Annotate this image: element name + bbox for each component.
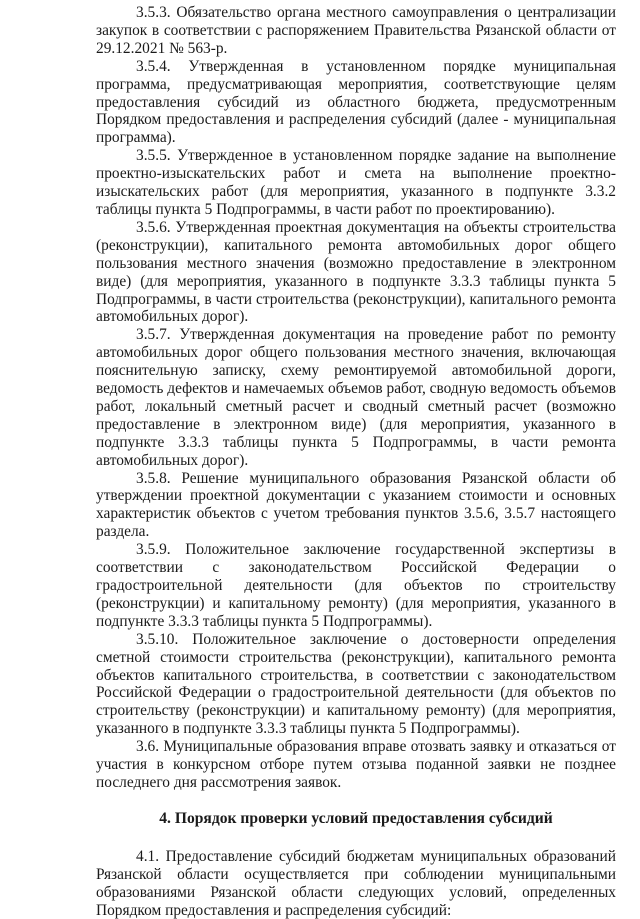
paragraph-3-5-6: 3.5.6. Утвержденная проектная документация на объекты строительства (реконструкции), капитального ремонта автомобильных дорог общего пользования местного значения (возможно предоставление в электронном виде) (для мероприятия, указанного в подпункте 3.3.3 таблицы пункта 5 Подпрограммы, в части строительства (реконструкции), капитального ремонта автомобильных дорог). <box>96 218 616 326</box>
paragraph-3-6: 3.6. Муниципальные образования вправе отозвать заявку и отказаться от участия в конкурсном отборе путем отзыва поданной заявки не позднее последнего дня рассмотрения заявок. <box>96 738 616 791</box>
paragraph-3-5-3: 3.5.3. Обязательство органа местного самоуправления о централизации закупок в соответствии с распоряжением Правительства Рязанской области от 29.12.2021 № 563-р. <box>96 4 616 57</box>
paragraph-3-5-10: 3.5.10. Положительное заключение о достоверности определения сметной стоимости строительства (реконструкции), капитального ремонта объектов капитального строительства, в соответствии с законодательством Российской Федерации о градостроительной деятельности (для объектов по строительству (реконструкции) и капитальному ремонту) (для мероприятия, указанного в подпункте 3.3.3 таблицы пункта 5 Подпрограммы). <box>96 630 616 738</box>
paragraph-3-5-7: 3.5.7. Утвержденная документация на проведение работ по ремонту автомобильных дорог общего пользования местного значения, включающая пояснительную записку, схему ремонтируемой автомобильной дороги, ведомость дефектов и намечаемых объемов работ, сводную ведомость объемов работ, локальный сметный расчет и сводный сметный расчет (возможно предоставление в электронном виде) (для мероприятия, указанного в подпункте 3.3.3 таблицы пункта 5 Подпрограммы, в части ремонта автомобильных дорог). <box>96 326 616 469</box>
paragraph-4-1: 4.1. Предоставление субсидий бюджетам муниципальных образований Рязанской области осуществляется при соблюдении муниципальными образованиями Рязанской области следующих условий, определенных Порядком предоставления и распределения субсидий: <box>96 847 616 919</box>
section-heading: 4. Порядок проверки условий предоставления субсидий <box>159 809 553 827</box>
document-page <box>96 4 616 919</box>
paragraph-3-5-9: 3.5.9. Положительное заключение государственной экспертизы в соответствии с законодательством Российской Федерации о градостроительной деятельности (для объектов по строительству (реконструкции) и капитальному ремонту) (для мероприятия, указанного в подпункте 3.3.3 таблицы пункта 5 Подпрограммы). <box>96 541 616 630</box>
paragraph-3-5-8: 3.5.8. Решение муниципального образования Рязанской области об утверждении проектной документации с указанием стоимости и основных характеристик объектов с учетом требования пунктов 3.5.6, 3.5.7 настоящего раздела. <box>96 469 616 541</box>
paragraph-3-5-5: 3.5.5. Утвержденное в установленном порядке задание на выполнение проектно-изыскательских работ и смета на выполнение проектно-изыскательских работ (для мероприятия, указанного в подпункте 3.3.2 таблицы пункта 5 Подпрограммы, в части работ по проектированию). <box>96 147 616 218</box>
paragraph-3-5-4: 3.5.4. Утвержденная в установленном порядке муниципальная программа, предусматривающая мероприятия, соответствующие целям предоставления субсидий из областного бюджета, предусмотренным Порядком предоставления и распределения субсидий (далее - муниципальная программа). <box>96 57 616 147</box>
